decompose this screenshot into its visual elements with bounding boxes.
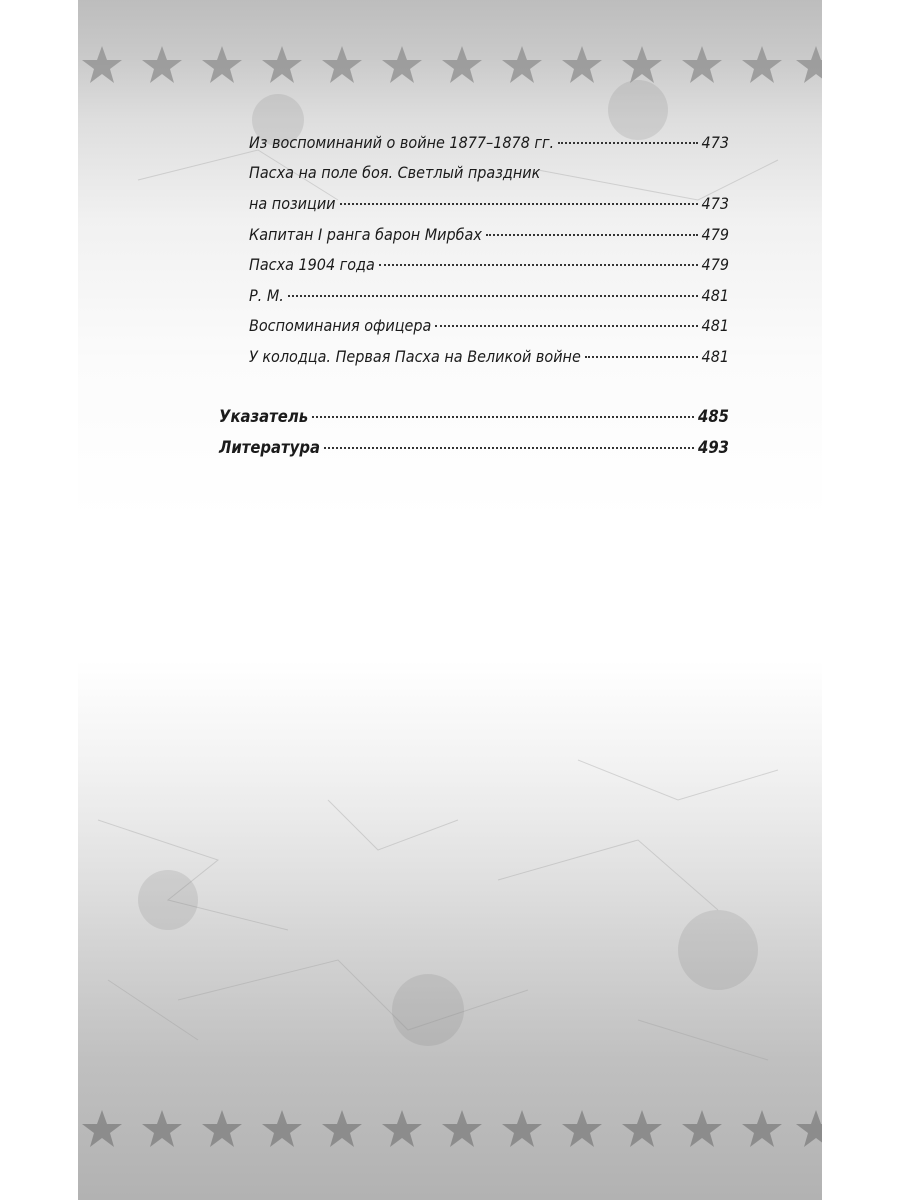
dot-leader (340, 203, 698, 205)
dot-leader (486, 234, 698, 236)
toc-entry-page: 479 (701, 255, 729, 274)
toc-section-title: Литература (219, 438, 320, 457)
toc-section[interactable] (219, 407, 729, 426)
toc-entry-page: 473 (701, 133, 729, 152)
toc-entry-page: 481 (701, 286, 729, 305)
toc-entry-title: Пасха на поле боя. Светлый праздник (249, 163, 541, 182)
toc-entry-title: Пасха 1904 года (249, 255, 375, 274)
toc-entry[interactable] (249, 225, 729, 244)
toc-entry-page: 481 (701, 347, 729, 366)
toc-entry-title: Р. М. (249, 286, 284, 305)
toc-entry[interactable] (249, 286, 729, 305)
dot-leader (435, 325, 697, 327)
toc-entry[interactable] (249, 163, 729, 182)
toc-section[interactable] (219, 438, 729, 457)
toc-entry-page: 479 (701, 225, 729, 244)
dot-leader (312, 416, 694, 418)
toc-section-title: Указатель (219, 407, 309, 426)
toc-section-page: 493 (698, 438, 729, 457)
toc-section-page: 485 (698, 407, 729, 426)
toc-entry[interactable] (249, 255, 729, 274)
toc-entry-title: Из воспоминаний о войне 1877–1878 гг. (249, 133, 555, 152)
toc-entry-page: 481 (701, 316, 729, 335)
dot-leader (379, 264, 698, 266)
dot-leader (324, 447, 694, 449)
dot-leader (288, 295, 698, 297)
toc-entry-title: на позиции (249, 194, 336, 213)
toc-entry-title: У колодца. Первая Пасха на Великой войне (249, 347, 581, 366)
dot-leader (585, 356, 698, 358)
toc-entry[interactable] (249, 194, 729, 213)
toc-entry-title: Капитан I ранга барон Мирбах (249, 225, 482, 244)
dot-leader (558, 142, 697, 144)
toc-entry[interactable] (249, 347, 729, 366)
toc-entry[interactable] (249, 316, 729, 335)
toc-entry-title: Воспоминания офицера (249, 316, 432, 335)
toc-entry-page: 473 (701, 194, 729, 213)
toc-entry[interactable] (249, 133, 729, 152)
